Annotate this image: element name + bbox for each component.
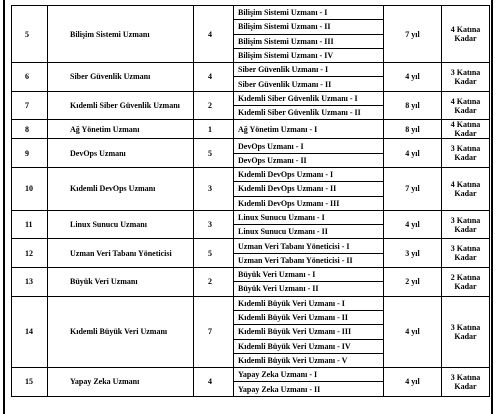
salary-multiplier-line2: Kadar (454, 188, 477, 198)
experience-cell: 7 yıl (384, 167, 442, 210)
salary-multiplier-cell (442, 139, 490, 168)
table-row (12, 120, 490, 139)
sub-grade-cell: Kıdemli Büyük Veri Uzmanı - III (234, 325, 384, 339)
salary-multiplier-line1: 2 Katına (450, 272, 481, 282)
salary-multiplier-line1: 4 Katına (450, 120, 481, 130)
salary-multiplier-line1: 4 Katına (450, 179, 481, 189)
experience-cell: 3 yıl (384, 239, 442, 268)
experience-cell: 8 yıl (384, 120, 442, 139)
position-count-cell: 2 (194, 91, 234, 120)
sub-grade-cell: Kıdemli Büyük Veri Uzmanı - IV (234, 339, 384, 353)
salary-multiplier-line2: Kadar (454, 129, 477, 139)
sub-grade-cell: Yapay Zeka Uzmanı - I (234, 368, 384, 382)
experience-cell: 4 yıl (384, 368, 442, 397)
salary-multiplier-line2: Kadar (454, 253, 477, 263)
row-number-cell: 10 (12, 167, 48, 210)
table-row (12, 139, 490, 153)
table-row (12, 91, 490, 105)
salary-multiplier-cell (442, 268, 490, 297)
sub-grade-cell: Büyük Veri Uzmanı - I (234, 268, 384, 282)
table-row (12, 368, 490, 382)
row-number-cell: 12 (12, 239, 48, 268)
salary-multiplier-line2: Kadar (454, 381, 477, 391)
experience-cell: 4 yıl (384, 63, 442, 92)
salary-multiplier-cell (442, 368, 490, 397)
salary-multiplier-line2: Kadar (454, 281, 477, 291)
salary-multiplier-line2: Kadar (454, 331, 477, 341)
salary-multiplier-line1: 4 Katına (450, 96, 481, 106)
position-count-cell: 7 (194, 296, 234, 367)
row-number-cell: 15 (12, 368, 48, 397)
position-count-cell: 3 (194, 167, 234, 210)
position-title-cell: Linux Sunucu Uzmanı (48, 210, 194, 239)
sub-grade-cell: Bilişim Sistemi Uzmanı - IV (234, 48, 384, 62)
position-count-cell: 1 (194, 120, 234, 139)
salary-multiplier-cell (442, 91, 490, 120)
row-number-cell: 5 (12, 6, 48, 63)
table-row (12, 6, 490, 20)
sub-grade-cell: Kıdemli DevOps Uzmanı - I (234, 167, 384, 181)
position-title-cell: Bilişim Sistemi Uzmanı (48, 6, 194, 63)
staff-position-table (11, 5, 490, 397)
position-count-cell: 5 (194, 239, 234, 268)
experience-cell: 2 yıl (384, 268, 442, 297)
table-row (12, 167, 490, 181)
sub-grade-cell: Büyük Veri Uzmanı - II (234, 282, 384, 296)
experience-cell: 8 yıl (384, 91, 442, 120)
salary-multiplier-line1: 3 Katına (450, 372, 481, 382)
row-number-cell: 6 (12, 63, 48, 92)
table-row (12, 296, 490, 310)
page-border-right (491, 0, 493, 414)
position-title-cell: Kıdemli Büyük Veri Uzmanı (48, 296, 194, 367)
salary-multiplier-cell (442, 296, 490, 367)
sub-grade-cell: Uzman Veri Tabanı Yöneticisi - I (234, 239, 384, 253)
experience-cell: 4 yıl (384, 210, 442, 239)
position-count-cell: 5 (194, 139, 234, 168)
salary-multiplier-cell (442, 63, 490, 92)
sub-grade-cell: Ağ Yönetim Uzmanı - I (234, 120, 384, 139)
sub-grade-cell: Linux Sunucu Uzmanı - I (234, 210, 384, 224)
salary-multiplier-line1: 3 Katına (450, 144, 481, 154)
position-count-cell: 3 (194, 210, 234, 239)
salary-multiplier-cell (442, 210, 490, 239)
row-number-cell: 8 (12, 120, 48, 139)
position-count-cell: 2 (194, 268, 234, 297)
sub-grade-cell: Yapay Zeka Uzmanı - II (234, 382, 384, 396)
position-title-cell: Kıdemli DevOps Uzmanı (48, 167, 194, 210)
sub-grade-cell: DevOps Uzmanı - I (234, 139, 384, 153)
sub-grade-cell: Siber Güvenlik Uzmanı - II (234, 77, 384, 91)
position-title-cell: DevOps Uzmanı (48, 139, 194, 168)
sub-grade-cell: Kıdemli DevOps Uzmanı - III (234, 196, 384, 210)
sub-grade-cell: DevOps Uzmanı - II (234, 153, 384, 167)
sub-grade-cell: Linux Sunucu Uzmanı - II (234, 225, 384, 239)
salary-multiplier-line1: 3 Katına (450, 215, 481, 225)
table-row (12, 239, 490, 253)
position-title-cell: Ağ Yönetim Uzmanı (48, 120, 194, 139)
salary-multiplier-cell (442, 120, 490, 139)
row-number-cell: 14 (12, 296, 48, 367)
position-count-cell: 4 (194, 368, 234, 397)
sub-grade-cell: Bilişim Sistemi Uzmanı - III (234, 34, 384, 48)
row-number-cell: 9 (12, 139, 48, 168)
sub-grade-cell: Bilişim Sistemi Uzmanı - I (234, 6, 384, 20)
position-title-cell: Kıdemli Siber Güvenlik Uzmanı (48, 91, 194, 120)
salary-multiplier-line1: 3 Katına (450, 244, 481, 254)
position-title-cell: Yapay Zeka Uzmanı (48, 368, 194, 397)
salary-multiplier-line2: Kadar (454, 34, 477, 44)
position-count-cell: 4 (194, 63, 234, 92)
position-title-cell: Büyük Veri Uzmanı (48, 268, 194, 297)
sub-grade-cell: Kıdemli Büyük Veri Uzmanı - I (234, 296, 384, 310)
experience-cell: 7 yıl (384, 6, 442, 63)
page-border-left (3, 0, 5, 414)
table-row (12, 210, 490, 224)
table-body (12, 6, 490, 397)
row-number-cell: 13 (12, 268, 48, 297)
experience-cell: 4 yıl (384, 296, 442, 367)
sub-grade-cell: Siber Güvenlik Uzmanı - I (234, 63, 384, 77)
sub-grade-cell: Kıdemli Siber Güvenlik Uzmanı - II (234, 106, 384, 120)
salary-multiplier-line2: Kadar (454, 105, 477, 115)
sub-grade-cell: Kıdemli Büyük Veri Uzmanı - V (234, 353, 384, 367)
sub-grade-cell: Kıdemli DevOps Uzmanı - II (234, 182, 384, 196)
row-number-cell: 7 (12, 91, 48, 120)
sub-grade-cell: Kıdemli Siber Güvenlik Uzmanı - I (234, 91, 384, 105)
table-row (12, 63, 490, 77)
table-row (12, 268, 490, 282)
salary-multiplier-line1: 4 Katına (450, 25, 481, 35)
salary-multiplier-cell (442, 6, 490, 63)
row-number-cell: 11 (12, 210, 48, 239)
salary-multiplier-line2: Kadar (454, 153, 477, 163)
sub-grade-cell: Bilişim Sistemi Uzmanı - II (234, 20, 384, 34)
experience-cell: 4 yıl (384, 139, 442, 168)
salary-multiplier-cell (442, 239, 490, 268)
position-title-cell: Siber Güvenlik Uzmanı (48, 63, 194, 92)
salary-multiplier-line1: 3 Katına (450, 67, 481, 77)
salary-multiplier-line1: 3 Katına (450, 322, 481, 332)
salary-multiplier-cell (442, 167, 490, 210)
sub-grade-cell: Uzman Veri Tabanı Yöneticisi - II (234, 253, 384, 267)
salary-multiplier-line2: Kadar (454, 224, 477, 234)
salary-multiplier-line2: Kadar (454, 76, 477, 86)
position-title-cell: Uzman Veri Tabanı Yöneticisi (48, 239, 194, 268)
position-count-cell: 4 (194, 6, 234, 63)
sub-grade-cell: Kıdemli Büyük Veri Uzmanı - II (234, 310, 384, 324)
